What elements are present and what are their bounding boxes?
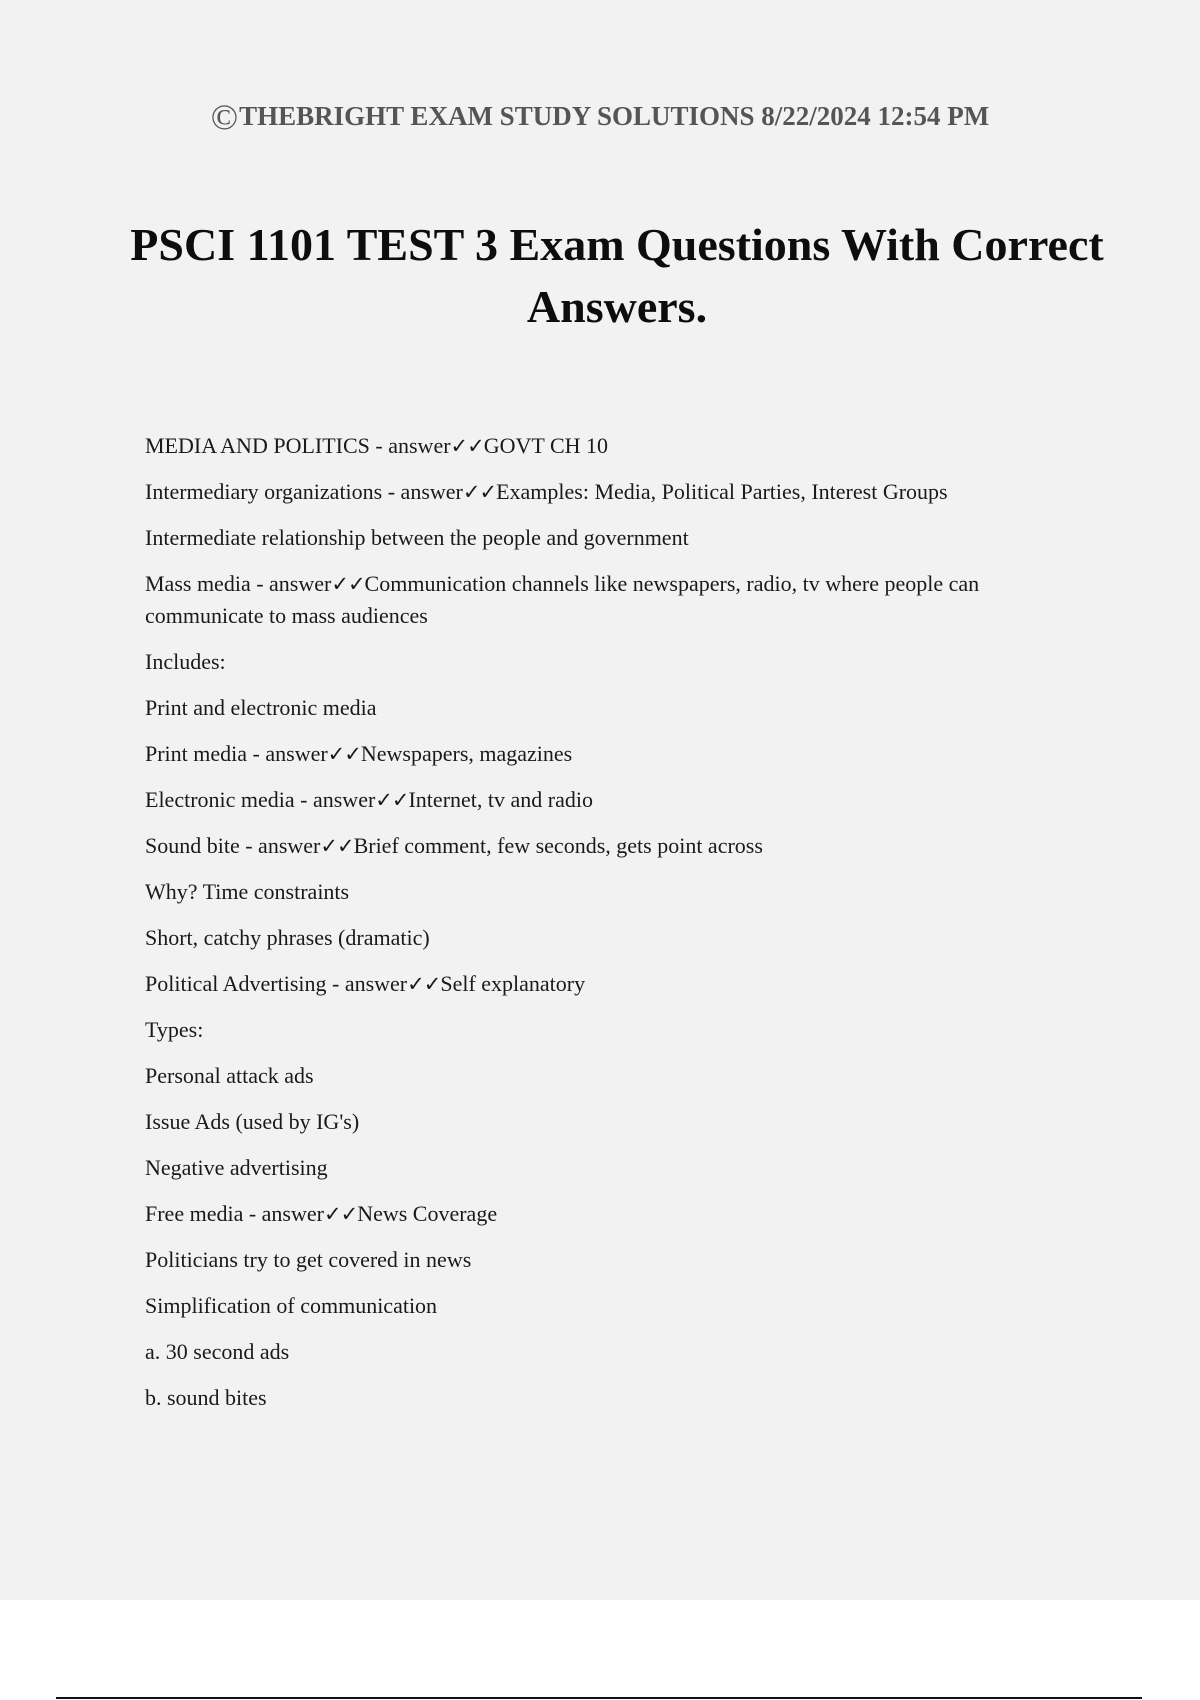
checkmark-icon: ✓✓ — [323, 1202, 358, 1226]
checkmark-icon: ✓✓ — [327, 742, 361, 766]
entry-answer: Communication channels like newspapers, radio, tv where people can communicate to mass audiences — [145, 571, 980, 628]
entry-text: Simplification of communication — [145, 1293, 438, 1318]
checkmark-icon: ✓✓ — [331, 572, 365, 596]
entry-term: Electronic media - answer — [145, 787, 376, 812]
entry-text: Short, catchy phrases (dramatic) — [145, 925, 430, 950]
list-item — [145, 1014, 1085, 1046]
list-item — [145, 1060, 1085, 1092]
entry-answer: News Coverage — [357, 1201, 498, 1226]
list-item — [145, 1152, 1085, 1184]
entry-term: MEDIA AND POLITICS - answer — [145, 433, 451, 458]
list-item — [145, 922, 1085, 954]
list-item — [145, 646, 1085, 678]
list-item — [145, 1106, 1085, 1138]
checkmark-icon: ✓✓ — [320, 834, 354, 858]
entry-term: Print media - answer — [145, 741, 328, 766]
entry-text: Why? Time constraints — [145, 879, 350, 904]
entry-term: Mass media - answer — [145, 571, 332, 596]
entry-text: Types: — [145, 1017, 204, 1042]
list-item — [145, 876, 1085, 908]
watermark-header — [0, 96, 1200, 138]
entry-text: Issue Ads (used by IG's) — [145, 1109, 360, 1134]
entry-text: Print and electronic media — [145, 695, 377, 720]
checkmark-icon: ✓✓ — [375, 788, 409, 812]
entry-text: Negative advertising — [145, 1155, 328, 1180]
list-item — [145, 430, 1085, 462]
list-item — [145, 968, 1085, 1000]
list-item — [145, 1244, 1085, 1276]
list-item — [145, 522, 1085, 554]
entry-text: b. sound bites — [145, 1385, 267, 1410]
entry-text: Intermediate relationship between the people and government — [145, 525, 689, 550]
entry-answer: Examples: Media, Political Parties, Interest Groups — [496, 479, 948, 504]
list-item — [145, 1336, 1085, 1368]
entry-text: Personal attack ads — [145, 1063, 314, 1088]
list-item — [145, 1382, 1085, 1414]
entry-answer: GOVT CH 10 — [483, 433, 608, 458]
list-item — [145, 830, 1085, 862]
checkmark-icon: ✓✓ — [462, 480, 497, 504]
entry-term: Intermediary organizations - answer — [145, 479, 463, 504]
list-item — [145, 568, 1085, 632]
entry-term: Political Advertising - answer — [145, 971, 408, 996]
checkmark-icon: ✓✓ — [450, 434, 484, 458]
list-item — [145, 1290, 1085, 1322]
copyright-symbol: © — [210, 97, 239, 137]
list-item — [145, 692, 1085, 724]
list-item — [145, 784, 1085, 816]
entry-answer: Internet, tv and radio — [408, 787, 593, 812]
document-title: PSCI 1101 TEST 3 Exam Questions With Correct Answers. — [130, 219, 1104, 332]
list-item — [145, 738, 1085, 770]
qa-list — [145, 430, 1085, 1428]
checkmark-icon: ✓✓ — [407, 972, 441, 996]
entry-text: Politicians try to get covered in news — [145, 1247, 472, 1272]
footer-rule — [56, 1697, 1142, 1699]
entry-text: a. 30 second ads — [145, 1339, 290, 1364]
entry-text: Includes: — [145, 649, 226, 674]
list-item — [145, 476, 1085, 508]
entry-term: Sound bite - answer — [145, 833, 321, 858]
list-item — [145, 1198, 1085, 1230]
entry-answer: Newspapers, magazines — [360, 741, 573, 766]
entry-term: Free media - answer — [145, 1201, 324, 1226]
watermark-text: THEBRIGHT EXAM STUDY SOLUTIONS 8/22/2024 12:54 PM — [239, 101, 990, 131]
entry-answer: Brief comment, few seconds, gets point across — [353, 833, 763, 858]
entry-answer: Self explanatory — [440, 971, 586, 996]
